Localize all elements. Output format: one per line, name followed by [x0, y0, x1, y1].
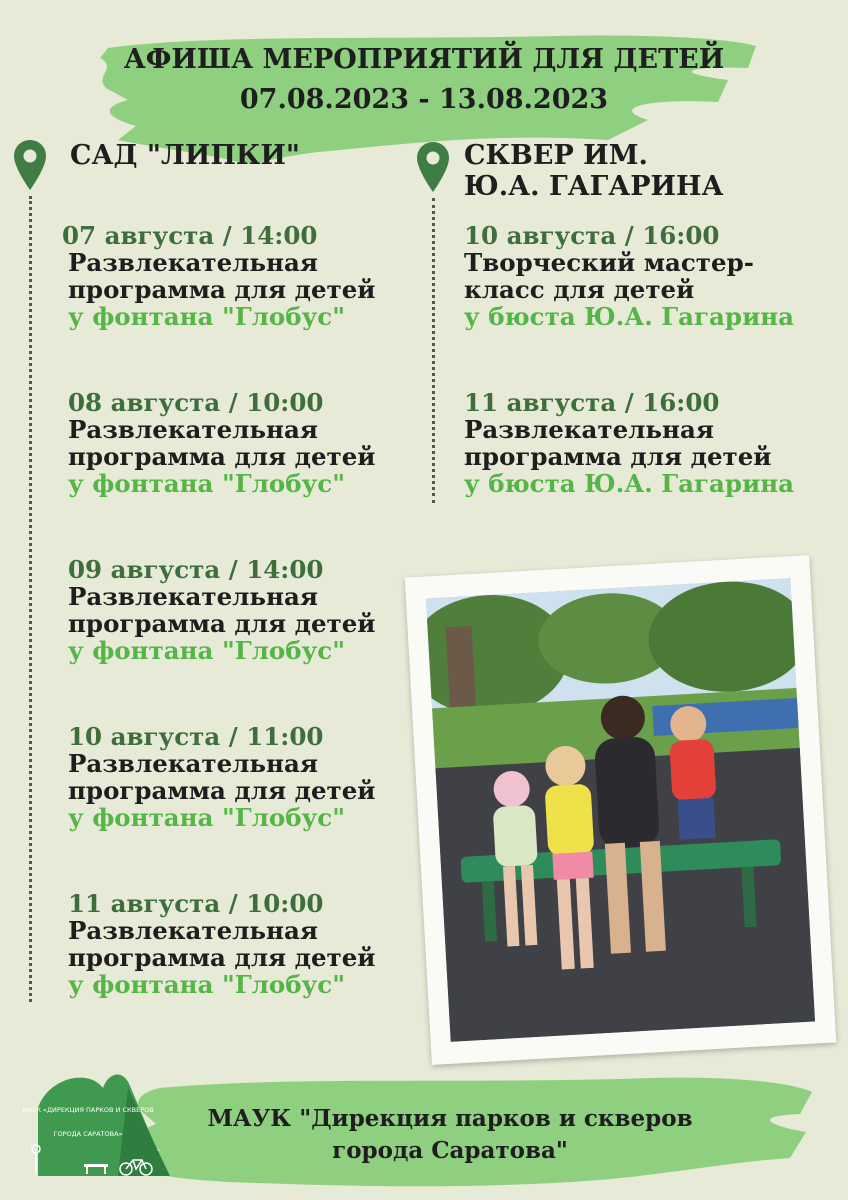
- right-heading-line2: Ю.А. ГАГАРИНА: [464, 171, 724, 202]
- event-title: Творческий мастер-: [464, 248, 754, 277]
- right-event-2: [464, 389, 794, 497]
- event-place: у бюста Ю.А. Гагарина: [464, 469, 795, 498]
- event-place: у бюста Ю.А. Гагарина: [464, 302, 795, 331]
- event-photo: [405, 555, 837, 1065]
- event-date: 07 августа / 14:00: [62, 221, 318, 250]
- event-title: Развлекательная: [68, 248, 318, 277]
- event-title: Развлекательная: [68, 582, 318, 611]
- poster-title: АФИША МЕРОПРИЯТИЙ ДЛЯ ДЕТЕЙ: [123, 44, 725, 75]
- event-title: Развлекательная: [68, 415, 318, 444]
- logo-text-line1: МАУК «ДИРЕКЦИЯ ПАРКОВ И СКВЕРОВ: [22, 1106, 154, 1114]
- event-place: у фонтана "Глобус": [68, 970, 345, 999]
- right-event-1: [464, 222, 794, 330]
- event-date: 08 августа / 10:00: [68, 388, 324, 417]
- event-date: 10 августа / 16:00: [464, 221, 720, 250]
- event-title: программа для детей: [68, 442, 376, 471]
- event-place: у фонтана "Глобус": [68, 302, 345, 331]
- event-title: программа для детей: [464, 442, 772, 471]
- bench-icon: [83, 1160, 109, 1174]
- footer-org-line1: МАУК "Дирекция парков и скверов: [207, 1105, 693, 1132]
- event-title: Развлекательная: [464, 415, 714, 444]
- event-title: Развлекательная: [68, 916, 318, 945]
- event-title: программа для детей: [68, 609, 376, 638]
- left-event-4: [68, 723, 375, 831]
- right-heading-line1: СКВЕР ИМ.: [464, 140, 648, 171]
- event-date: 11 августа / 10:00: [68, 889, 324, 918]
- event-date: 10 августа / 11:00: [68, 722, 324, 751]
- event-place: у фонтана "Глобус": [68, 803, 345, 832]
- map-pin-icon: [12, 138, 48, 192]
- left-event-1: [62, 222, 375, 330]
- event-date: 09 августа / 14:00: [68, 555, 324, 584]
- left-event-2: [68, 389, 375, 497]
- event-date: 11 августа / 16:00: [464, 388, 720, 417]
- left-event-5: [68, 890, 375, 998]
- organization-logo: [8, 1068, 173, 1180]
- footer-org-line2: города Саратова": [332, 1137, 568, 1164]
- park-photo-illustration: [426, 578, 815, 1042]
- event-title: программа для детей: [68, 776, 376, 805]
- map-pin-icon: [415, 140, 451, 194]
- right-timeline: [432, 198, 435, 503]
- right-heading: [464, 140, 724, 202]
- logo-text-line2: ГОРОДА САРАТОВА»: [53, 1130, 123, 1138]
- lamp-icon: [28, 1144, 44, 1174]
- event-title: программа для детей: [68, 943, 376, 972]
- left-timeline: [29, 196, 32, 1002]
- event-place: у фонтана "Глобус": [68, 469, 345, 498]
- event-title: Развлекательная: [68, 749, 318, 778]
- left-heading: САД "ЛИПКИ": [70, 140, 300, 171]
- poster-dates: 07.08.2023 - 13.08.2023: [239, 84, 609, 115]
- event-place: у фонтана "Глобус": [68, 636, 345, 665]
- left-event-3: [68, 556, 375, 664]
- event-title: класс для детей: [464, 275, 695, 304]
- event-title: программа для детей: [68, 275, 376, 304]
- bicycle-icon: [118, 1156, 154, 1176]
